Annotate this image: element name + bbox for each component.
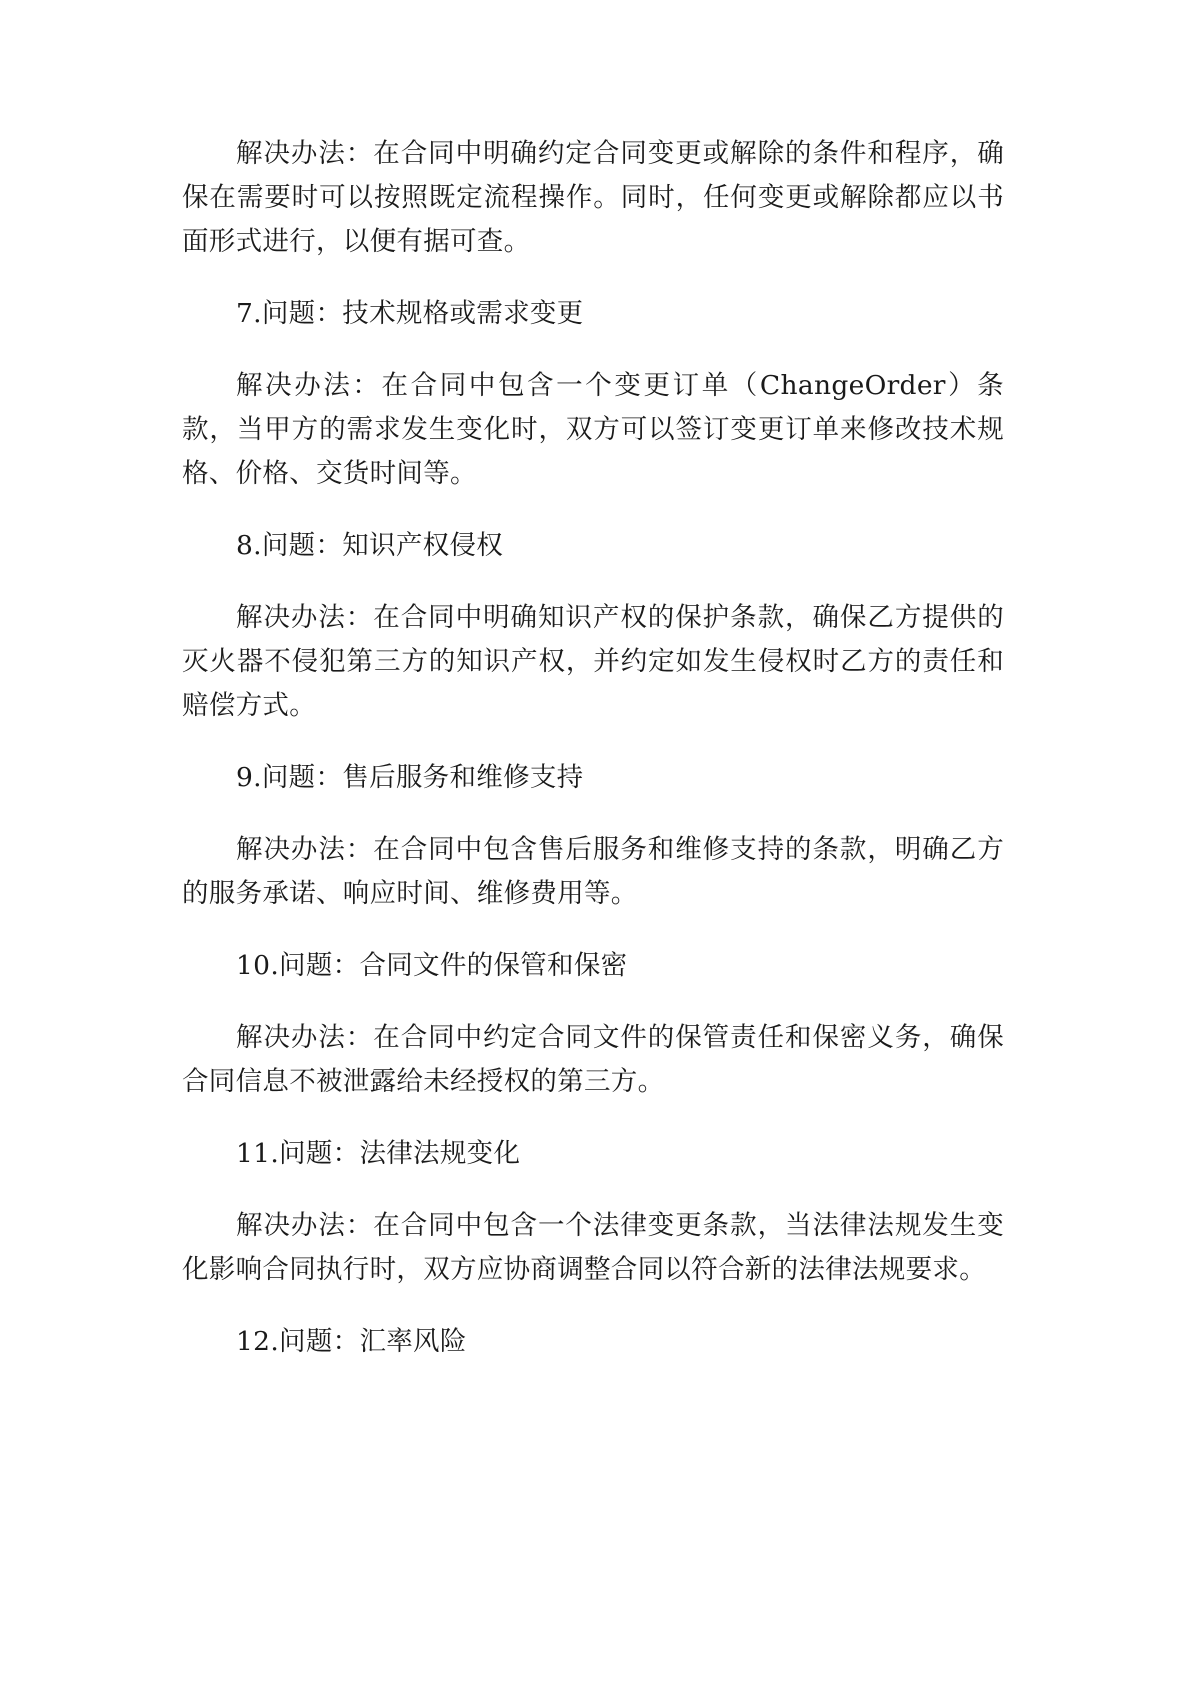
issue-heading: 9.问题：售后服务和维修支持 — [236, 762, 584, 793]
issue-heading: 11.问题：法律法规变化 — [236, 1138, 521, 1169]
solution-paragraph: 解决办法：在合同中明确知识产权的保护条款，确保乙方提供的灭火器不侵犯第三方的知识产权，并约定如发生侵权时乙方的责任和赔偿方式。 — [182, 602, 1004, 721]
solution-paragraph: 解决办法：在合同中包含一个变更订单（ChangeOrder）条款，当甲方的需求发生变化时，双方可以签订变更订单来修改技术规格、价格、交货时间等。 — [182, 370, 1004, 489]
solution-paragraph: 解决办法：在合同中明确约定合同变更或解除的条件和程序，确保在需要时可以按照既定流程操作。同时，任何变更或解除都应以书面形式进行，以便有据可查。 — [182, 138, 1004, 257]
issue-heading: 12.问题：汇率风险 — [236, 1326, 467, 1357]
solution-paragraph: 解决办法：在合同中包含售后服务和维修支持的条款，明确乙方的服务承诺、响应时间、维修费用等。 — [182, 834, 1004, 909]
solution-paragraph: 解决办法：在合同中约定合同文件的保管责任和保密义务，确保合同信息不被泄露给未经授权的第三方。 — [182, 1022, 1004, 1097]
issue-heading: 7.问题：技术规格或需求变更 — [236, 298, 584, 329]
document-body — [182, 132, 1004, 1364]
issue-heading: 10.问题：合同文件的保管和保密 — [236, 950, 628, 981]
solution-paragraph: 解决办法：在合同中包含一个法律变更条款，当法律法规发生变化影响合同执行时，双方应协商调整合同以符合新的法律法规要求。 — [182, 1210, 1004, 1285]
issue-heading: 8.问题：知识产权侵权 — [236, 530, 504, 561]
